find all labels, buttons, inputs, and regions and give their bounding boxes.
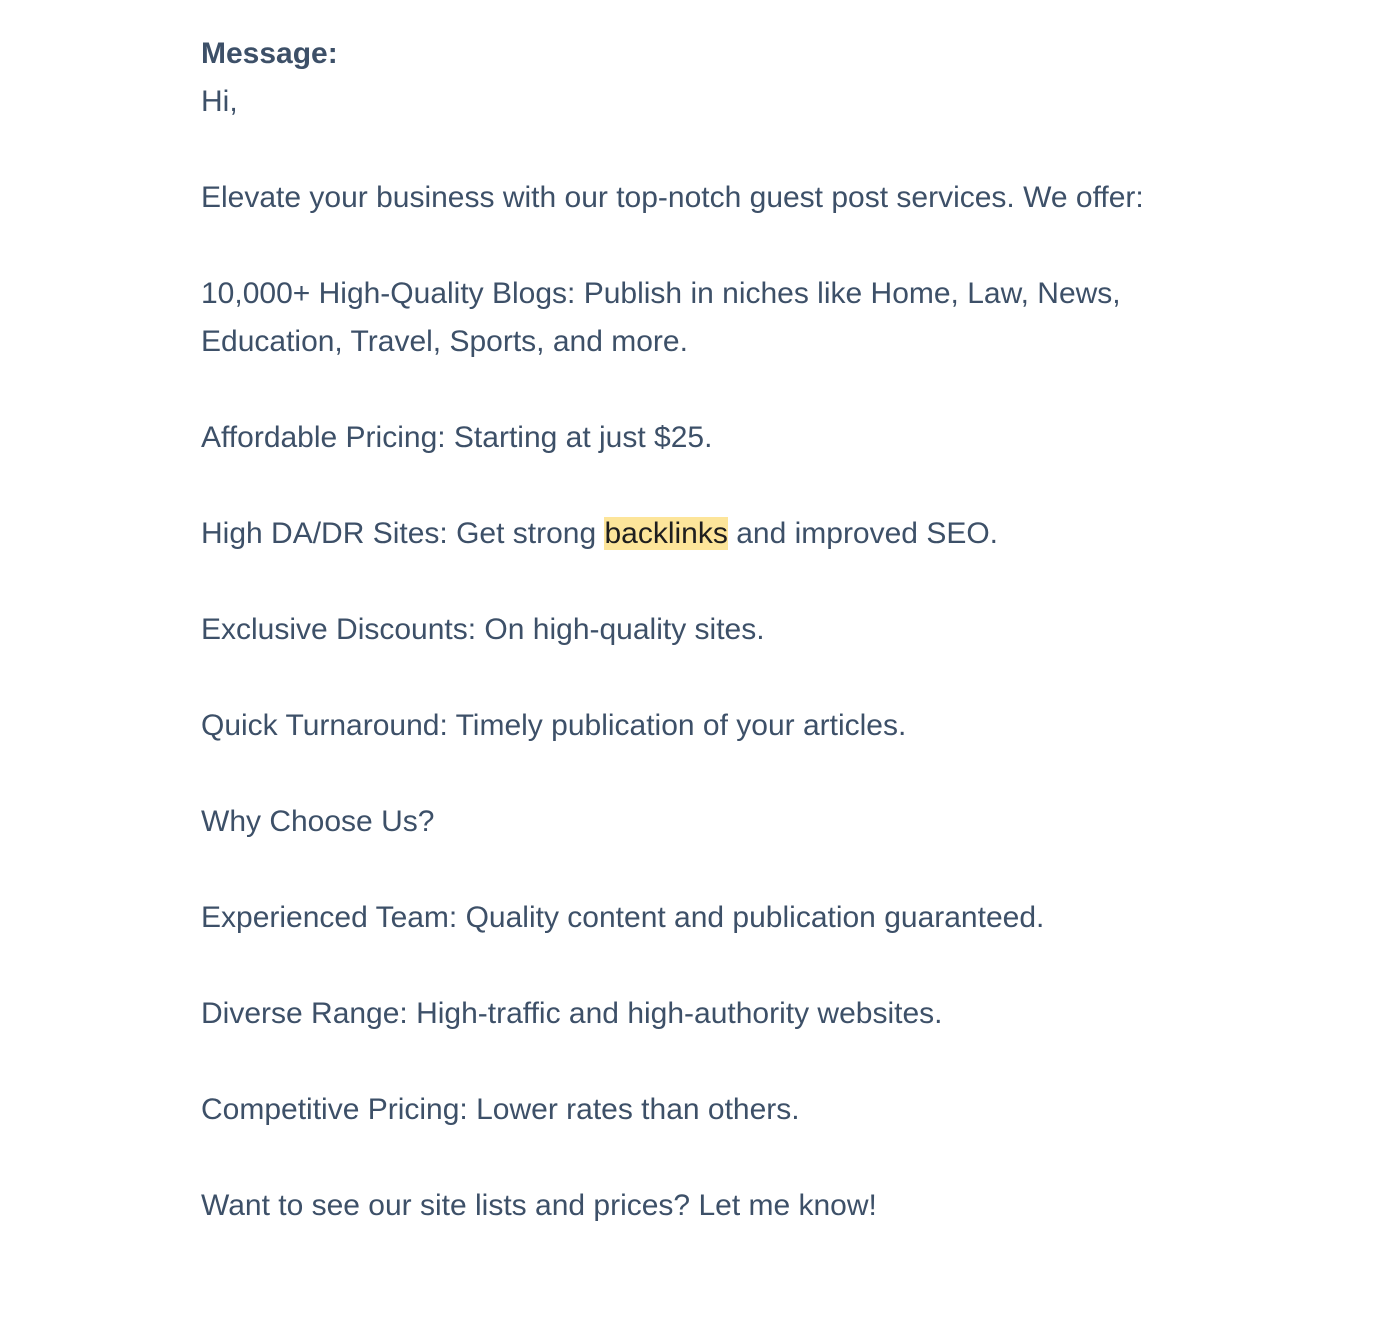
- discounts-paragraph: Exclusive Discounts: On high-quality sites.: [201, 613, 765, 646]
- blogs-paragraph: 10,000+ High-Quality Blogs: Publish in niches like Home, Law, News, Education, Travel, Sports, and more.: [201, 277, 1121, 358]
- highlighted-keyword: backlinks: [604, 517, 728, 550]
- da-dr-text-before: High DA/DR Sites: Get strong: [201, 517, 605, 550]
- da-dr-paragraph: [201, 510, 1201, 558]
- range-paragraph: Diverse Range: High-traffic and high-authority websites.: [201, 997, 943, 1030]
- intro-paragraph: Elevate your business with our top-notch guest post services. We offer:: [201, 181, 1144, 214]
- competitive-paragraph: Competitive Pricing: Lower rates than others.: [201, 1093, 800, 1126]
- why-choose-heading: Why Choose Us?: [201, 805, 435, 838]
- message-block: [201, 30, 1201, 1230]
- message-label: Message:: [201, 37, 338, 70]
- team-paragraph: Experienced Team: Quality content and publication guaranteed.: [201, 901, 1045, 934]
- turnaround-paragraph: Quick Turnaround: Timely publication of your articles.: [201, 709, 907, 742]
- pricing-paragraph: Affordable Pricing: Starting at just $25.: [201, 421, 713, 454]
- cta-paragraph: Want to see our site lists and prices? Let me know!: [201, 1189, 877, 1222]
- greeting-text: Hi,: [201, 85, 238, 118]
- da-dr-text-after: and improved SEO.: [727, 517, 999, 550]
